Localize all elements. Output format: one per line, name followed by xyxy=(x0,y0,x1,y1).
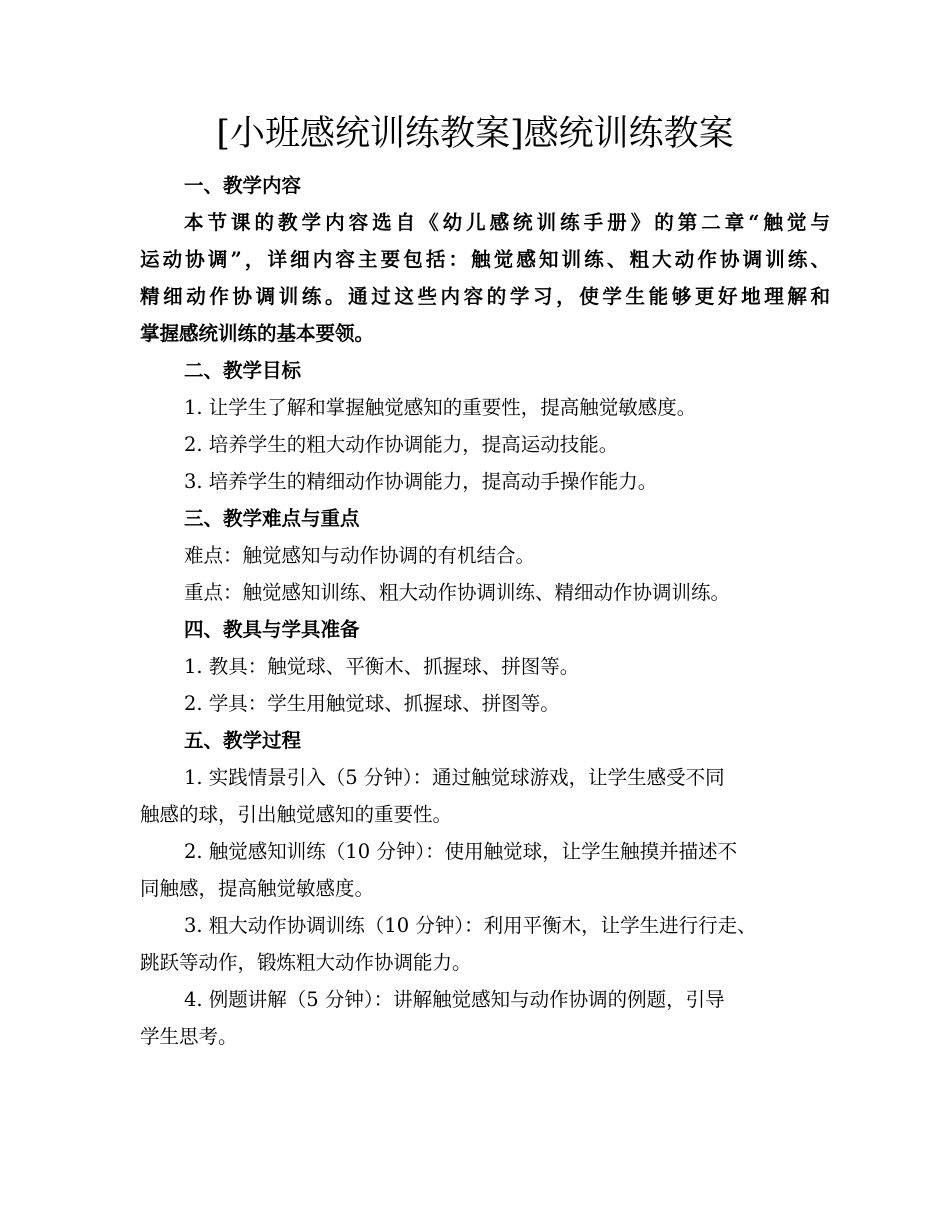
paragraph-line: 掌握感统训练的基本要领。 xyxy=(140,322,375,345)
paragraph-line: 运动协调”，详细内容主要包括：触觉感知训练、粗大动作协调训练、 xyxy=(140,248,830,271)
list-item: 1. 教具：触觉球、平衡木、抓握球、拼图等。 xyxy=(184,655,580,678)
process-step-line: 1. 实践情景引入（5 分钟）：通过触觉球游戏，让学生感受不同 xyxy=(184,766,725,789)
process-step-line: 触感的球，引出触觉感知的重要性。 xyxy=(140,803,453,826)
list-item: 3. 培养学生的精细动作协调能力，提高动手操作能力。 xyxy=(184,470,658,493)
page-title: [小班感统训练教案]感统训练教案 xyxy=(216,114,734,154)
list-item: 2. 培养学生的粗大动作协调能力，提高运动技能。 xyxy=(184,433,619,456)
section-heading-process: 五、教学过程 xyxy=(184,729,302,752)
process-step-line: 跳跃等动作，锻炼粗大动作协调能力。 xyxy=(140,951,472,974)
process-step-line: 学生思考。 xyxy=(140,1025,238,1048)
section-heading-materials: 四、教具与学具准备 xyxy=(184,618,360,641)
section-heading-difficulties: 三、教学难点与重点 xyxy=(184,507,360,530)
list-item: 2. 学具：学生用触觉球、抓握球、拼图等。 xyxy=(184,692,560,715)
process-step-line: 3. 粗大动作协调训练（10 分钟）：利用平衡木，让学生进行行走、 xyxy=(184,914,757,937)
process-step-line: 2. 触觉感知训练（10 分钟）：使用触觉球，让学生触摸并描述不 xyxy=(184,840,738,863)
list-item: 1. 让学生了解和掌握触觉感知的重要性，提高触觉敏感度。 xyxy=(184,396,697,419)
key-point-text: 重点：触觉感知训练、粗大动作协调训练、精细动作协调训练。 xyxy=(184,581,731,604)
difficulty-text: 难点：触觉感知与动作协调的有机结合。 xyxy=(184,544,536,567)
section-heading-teaching-content: 一、教学内容 xyxy=(184,174,302,197)
paragraph-line: 本节课的教学内容选自《幼儿感统训练手册》的第二章“触觉与 xyxy=(184,211,830,234)
paragraph-line: 精细动作协调训练。通过这些内容的学习，使学生能够更好地理解和 xyxy=(140,285,830,308)
process-step-line: 同触感，提高触觉敏感度。 xyxy=(140,877,375,900)
process-step-line: 4. 例题讲解（5 分钟）：讲解触觉感知与动作协调的例题，引导 xyxy=(184,988,725,1011)
document-body xyxy=(140,167,830,1055)
section-heading-teaching-goals: 二、教学目标 xyxy=(184,359,302,382)
